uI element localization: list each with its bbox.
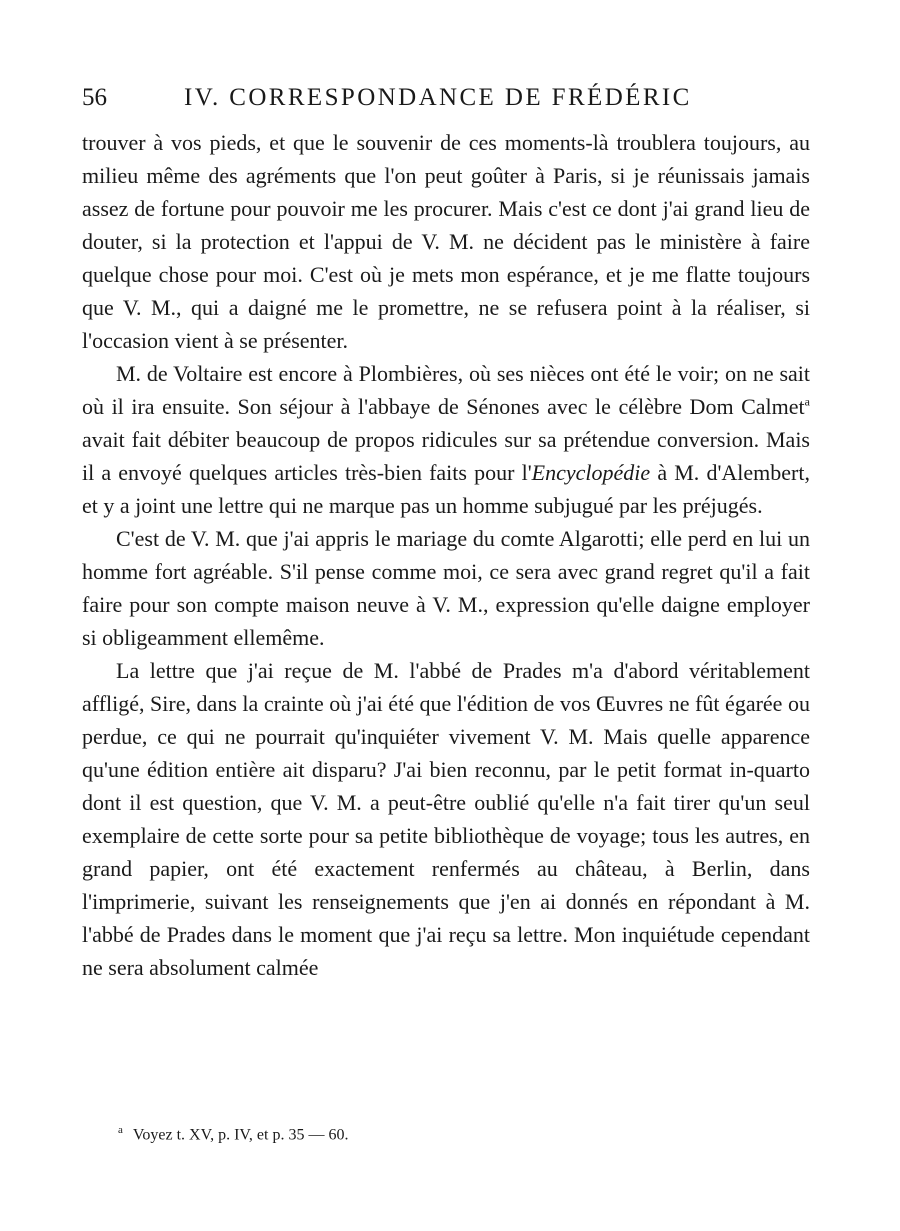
page: [82, 78, 810, 984]
paragraph-2-part-a: M. de Voltaire est encore à Plombières, où ses nièces ont été le voir; on ne sait où il ira ensuite. Son séjour à l'abbaye de Sénones avec le célèbre Dom Calmet: [82, 361, 810, 419]
footnote-mark: a: [118, 1124, 123, 1136]
footnote-text: Voyez t. XV, p. IV, et p. 35 — 60.: [132, 1126, 349, 1144]
paragraph-1: trouver à vos pieds, et que le souvenir de ces moments-là troublera toujours, au milieu même des agréments que l'on peut goûter à Paris, si je réunissais jamais assez de fortune pour pouvoir me les procurer. Mais c'est ce dont j'ai grand lieu de douter, si la protection et l'appui de V. M. ne décident pas le ministère à faire quelque chose pour moi. C'est où je mets mon espérance, et je me flatte toujours que V. M., qui a daigné me le promettre, ne se refusera point à la réaliser, si l'occasion vient à se présenter.: [82, 130, 810, 353]
paragraph-3: C'est de V. M. que j'ai appris le mariage du comte Algarotti; elle perd en lui un homme fort agréable. S'il pense comme moi, ce sera avec grand regret qu'il a fait faire pour son compte maison neuve à V. M., expression qu'elle daigne employer si obligeamment ellemême.: [82, 526, 810, 650]
paragraph-2-part-b: avait fait débiter beaucoup de propos ridicules sur sa prétendue conversion. Mais il a envoyé quelques articles très-bien faits pour l': [82, 427, 810, 485]
paragraph-2: [82, 357, 810, 522]
paragraph-2-part-c: à M. d'Alembert, et y a joint une lettre qui ne marque pas un homme subjugué par les préjugés.: [82, 460, 810, 518]
paragraph-4: La lettre que j'ai reçue de M. l'abbé de Prades m'a d'abord véritablement affligé, Sire, dans la crainte où j'ai été que l'édition de vos Œuvres ne fût égarée ou perdue, ce qui ne pourrait qu'inquiéter vivement V. M. Mais quelle apparence qu'une édition entière ait disparu? J'ai bien reconnu, par le petit format in-quarto dont il est question, que V. M. a peut-être oublié qu'elle n'a fait tirer qu'un seul exemplaire de cette sorte pour sa petite bibliothèque de voyage; tous les autres, en grand papier, ont été exactement renfermés au château, à Berlin, dans l'imprimerie, suivant les renseignements que j'en ai donnés en répondant à M. l'abbé de Prades dans le moment que j'ai reçu sa lettre. Mon inquiétude cependant ne sera absolument calmée: [82, 658, 810, 980]
running-head: [82, 78, 810, 118]
body-text: [82, 126, 810, 984]
footnote: [118, 1124, 348, 1144]
running-title: IV. CORRESPONDANCE DE FRÉDÉRIC: [184, 84, 692, 111]
footnote-reference: a: [804, 394, 810, 409]
encyclopedie-title: Encyclopédie: [531, 460, 651, 485]
page-number: 56: [82, 84, 107, 111]
